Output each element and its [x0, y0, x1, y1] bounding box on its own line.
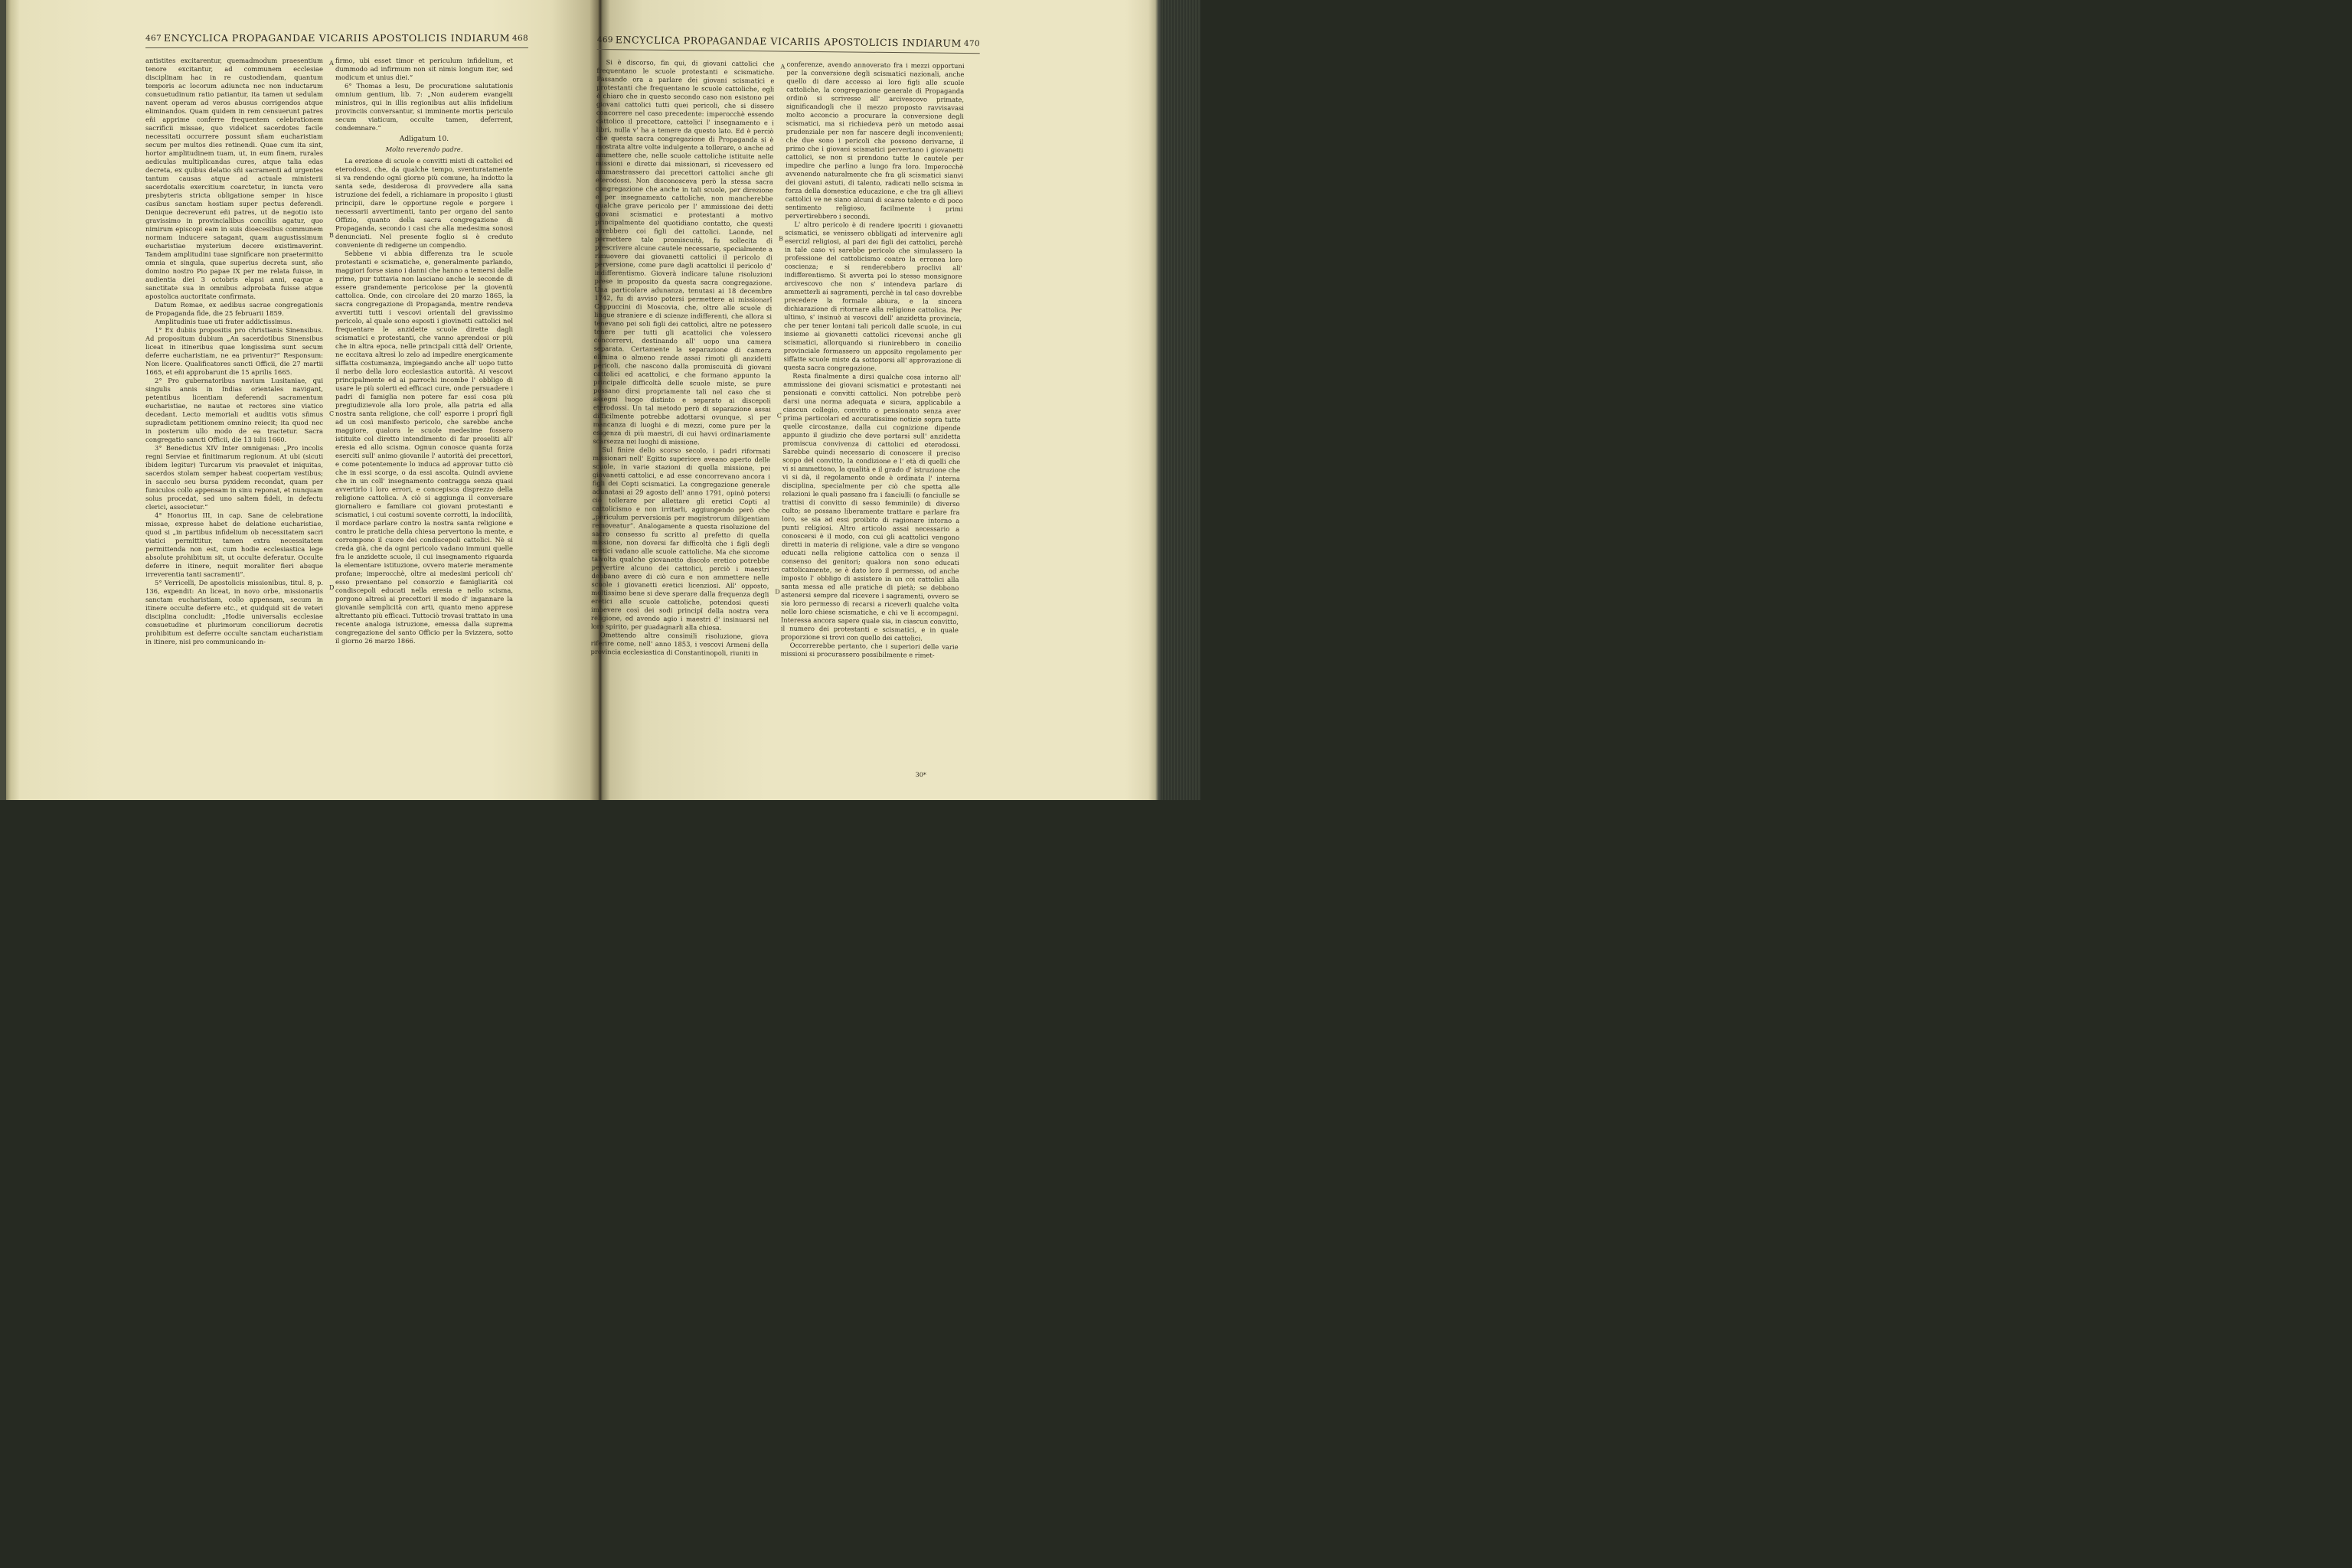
- paragraph: La erezione di scuole e convitti misti di cattolici ed eterodossi, che, da qualche tempo, sventuratamente si va rendendo ogni giorno più comune, ha indotto la santa sede, desiderosa di provvedere alla sana istruzione dei fedeli, a richiamare in proposito i giusti principii, dare le opportune regole e porgere i necessarii avvertimenti, tanto per organo del santo Offizio, quanto della sacra congregazione di Propaganda, secondo i casi che alla medesima sonosi denunciati. Nel presente foglio si è creduto conveniente di redigerne un compendio.: [335, 157, 513, 249]
- margin-mark: B: [779, 235, 784, 243]
- text-column-1: [145, 57, 323, 646]
- paragraph: L' altro pericolo è di rendere ipocriti i giovanetti scismatici, se venissero obbligati ad intervenire agli esercizî religiosi, al pari dei figli dei cattolici, perchè in tale caso vi sarebbe pericolo che simulassero la professione del cattolicismo contro la erronea loro coscienza; e si renderebbero proclivi all' indifferentismo. Si avverta poi lo stesso monsignore arcivescovo che non s' intendeva parlare di ammetterli ai sagramenti, perchè in tal caso dovrebbe precedere la formale abiura, e la sincera dichiarazione di ritornare alla religione cattolica. Per ultimo, s' insinuò ai vescovi dell' anzidetta provincia, che per tener lontani tali pericoli dalle scuole, in cui insieme ai giovanetti cattolici ricevonsi anche gli scismatici, allorquando si riunirebbero in concilio provinciale formassero un apposito regolamento per siffatte scuole miste da sottoporsi all' approvazione di questa sacra congregazione.: [783, 220, 963, 372]
- right-page: [590, 31, 980, 792]
- paragraph: 6° Thomas a Iesu, De procuratione salutationis omnium gentium, lib. 7: „Non auderem evangelii ministros, qui in illis regionibus aut aliis infidelium provinciis conversantur, si imminente mortis periculo secum viaticum, occulte tamen, deferrent, condemnare.“: [335, 82, 513, 132]
- paragraph: Resta finalmente a dirsi qualche cosa intorno all' ammissione dei giovani scismatici e protestanti nei pensionati e convitti cattolici. Non potrebbe però darsi una norma adequata e sicura, applicabile a ciascun collegio, convitto o pensionato senza aver prima particolari ed accuratissime notizie sopra tutte quelle circostanze, dalla cui cognizione dipende appunto il giudizio che deve portarsi sull' anzidetta promiscua convivenza di cattolici ed eterodossi. Sarebbe quindi necessario di conoscere il preciso scopo del convitto, la condizione e l' età di quelli che vi si ammettono, la qualità e il grado d' istruzione che vi si dà, il regolamento onde è ordinata l' interna disciplina, specialmente per ciò che spetta alle relazioni le quali passano fra i fanciulli (o fanciulle se trattisi di convitto di sesso femminile) di diverso culto; se possano liberamente trattare e parlare fra loro, se sia ad essi proibito di ragionare intorno a punti religiosi. Altro articolo assai necessario a conoscersi è il modo, con cui gli acattolici vengono diretti in materia di religione, vale a dire se vengono educati nella religione cattolica con o senza il consenso dei genitori; qualora non sono educati cattolicamente, se è dato loro il permesso, od anche imposto l' obbligo di assistere in un coi cattolici alla santa messa ed alle pratiche di pietà; se debbono astenersi sempre dal ricevere i sagramenti, ovvero se sia loro permesso di recarsi a riceverli qualche volta nelle loro chiese scismatiche, e chi ve li accompagni. Interessa ancora sapere quale sia, in ciascun convitto, il numero dei protestanti e scismatici, e in quale proporzione si trovi con quello dei cattolici.: [780, 371, 962, 642]
- paragraph: Sul finire dello scorso secolo, i padri riformati missionari nell' Egitto superiore aveano aperto delle scuole, in varie stazioni di quella missione, pei giovanetti cattolici, e ad esse concorrevano ancora i figli dei Copti scismatici. La congregazione generale adunatasi ai 29 agosto dell' anno 1791, opinò potersi ciò tollerare per allettare gli eretici Copti al cattolicismo e non irritarli, aggiungendo però che „periculum perversionis per magistrorum diligentiam removeatur“. Analogamente a questa risoluzione del sacro consesso fu scritto al prefetto di quella missione, non doversi far difficoltà che i figli degli eretici vadano alle scuole cattoliche. Ma che siccome talvolta qualche giovanetto discolo eretico potrebbe pervertire alcuno dei cattolici, perciò i maestri debbano avere di ciò cura e non ammettere nelle scuole i giovanetti eretici licenziosi. All' opposto, moltissimo bene si deve sperare dalla frequenza degli eretici alle scuole cattoliche, potendosi questi imbevere così dei sodi principî della nostra vera religione, ed avendo agio i maestri d' insinuarsi nel loro spirito, per guadagnarli alla chiesa.: [590, 446, 771, 632]
- margin-mark: B: [329, 232, 334, 239]
- margin-mark: A: [780, 63, 786, 70]
- section-heading: Adligatum 10.: [399, 136, 449, 143]
- book-edge-left: [0, 0, 6, 800]
- running-title: ENCYCLICA PROPAGANDAE VICARIIS APOSTOLICIS INDIARUM: [615, 34, 962, 49]
- paragraph: 5° Verricelli, De apostolicis missionibus, titul. 8, p. 136, expendit: An liceat, in novo orbe, missionariis sanctam eucharistiam, collo appensam, secum in itinere occulte deferre etc., et quidquid sit de veteri disciplina concludit: „Hodie universalis ecclesiae consuetudine et plurimorum conciliorum decretis prohibitum est deferre occulte sanctam eucharistiam in itinere, nisi pro communicando in-: [145, 579, 323, 645]
- paragraph: conferenze, avendo annoverato fra i mezzi opportuni per la conversione degli scismatici nazionali, anche quello di dare accesso ai loro figli alle scuole cattoliche, la congregazione generale di Propaganda ordinò si scrivesse all' arcivescovo primate, significandogli che il mezzo proposto ravvisavasi molto acconcio a procurare la conversione degli scismatici, ma si richiedeva però un metodo assai prudenziale per non far nascere degli inconvenienti; che due sono i pericoli che possono derivarne, il primo che i giovani scismatici pervertano i giovanetti cattolici, se non si prendono tutte le cautele per impedire che parlino a lungo fra loro. Imperocchè avvenendo naturalmente che fra gli scismatici sianvi dei giovani astuti, di talento, radicati nello scisma in forza della domestica educazione, e che tra gli allievi cattolici ve ne siano alcuni di scarso talento e di poco sentimento religioso, facilmente i primi pervertirebbero i secondi.: [785, 60, 965, 220]
- paragraph: Omettendo altre consimili risoluzione, giova riferire come, nell' anno 1853, i vescovi Armeni della provincia ecclesiastica di Constantinopoli, riuniti in: [590, 631, 769, 658]
- paragraph: 1° Ex dubiis propositis pro christianis Sinensibus. Ad propositum dubium „An sacerdotibus Sinensibus liceat in itineribus quae longissima sunt secum deferre eucharistiam, ne ea priventur?“ Responsum: Non licere. Qualificatores sancti Officii, die 27 martii 1665, et eñi approbarunt die 15 aprilis 1665.: [145, 326, 323, 376]
- page-number: 467: [145, 34, 162, 43]
- text-column-2: [780, 60, 964, 660]
- paragraph: antistites excitarentur, quemadmodum praesentium tenore excitantur, ad communem ecclesiae disciplinam hac in re custodiendam, quantum temporis ac locorum adiuncta nec non inductarum consuetudinum ratio patiantur, ita tamen ut sedulam navent operam ad veros abusus corrigendos atque eliminandos. Quam quidem in rem censuerunt patres eñi apprime conferre frequentem celebrationem sacrificii missae, quo videlicet sacerdotes facile necessitati occurrere possunt sñam eucharistiam secum per multos dies retinendi. Quae cum ita sint, hortor amplitudinem tuam, ut, in eum finem, rurales aediculas multiplicandas cures, atque talia edas decreta, ex quibus delatio sñi sacramenti ad urgentes tantum causas atque ad actuale ministerii sacerdotalis exercitium coarctetur, in iuncta vero presbyteris stricta obligatione semper in hisce casibus sanctam hostiam super pectus deferendi. Denique decreverunt eñi patres, ut de negotio isto gravissimo in provincialibus conciliis agatur, quo nimirum episcopi eam in suis dioecesibus communem normam inducere satagant, quam augustissimum eucharistiae mysterium decere existimaverint. Tandem amplitudini tuae significare non praetermitto omnia et singula, quae superius decreta sunt, sño domino nostro Pio papae IX per me relata fuisse, in audientia diei 3 octobris elapsi anni, eaque a sanctitate sua in omnibus adprobata fuisse atque apostolica auctoritate confirmata.: [145, 57, 323, 300]
- page-number: 468: [512, 34, 528, 43]
- paragraph: Si è discorso, fin qui, di giovani cattolici che frequentano le scuole protestanti e scismatiche. Passando ora a parlare dei giovani scismatici e protestanti che frequentano le scuole cattoliche, egli è chiaro che in questo secondo caso non esistono pei giovani cattolici tutti quei pericoli, che si dissero concorrere nel caso precedente: imperocchè essendo cattolico il precettore, cattolici l' insegnamento e i libri, nulla v' ha a temere da questo lato. Ed è perciò che questa sacra congregazione di Propaganda si è mostrata altre volte indulgente a tollerare, o anche ad ammettere che, nelle scuole cattoliche istituite nelle missioni e dirette dai missionari, si ricevessero ed ammaestrassero dai precettori cattolici anche gli eterodossi. Non disconosceva però la stessa sacra congregazione che anche in tali scuole, per direzione e per insegnamento cattoliche, non mancherebbe qualche grave pericolo per l' ammissione dei detti giovani scismatici e protestanti a motivo principalmente del quotidiano contatto, che questi avrebbero coi figli dei cattolici. Laonde, nel permettere tale promiscuità, fu sollecita di prescrivere alcune cautele necessarie, specialmente a rimuovere dai giovanetti cattolici il pericolo di perversione, come pure dagli acattolici il pericolo d' indifferentismo. Gioverà indicare talune risoluzioni prese in proposito da questa sacra congregazione. Una particolare adunanza, tenutasi ai 18 decembre 1742, fu di avviso potersi permettere ai missionarî Cappuccini di Moscovia, che, oltre alle scuole di lingue straniere e di scienze indifferenti, che allora si tenevano pei soli figli dei cattolici, altre ne potessero tenere per tutti gli acattolici che volessero concorrervi, destinando all' uopo una camera separata. Certamente la separazione di camera elimina o almeno rende assai rimoti gli anzidetti pericoli, che nascono dalla promiscuità di giovani cattolici ed acattolici, e che formano appunto la principale difficoltà delle scuole miste, se pure possano dirsi propriamente tali nel caso che si assegni luogo distinto e separato ai discepoli eterodossi. Un tal metodo però di separazione assai difficilmente potrebbe adottarsi ovunque, sì per mancanza di luoghi e di mezzi, come pure per la esigenza di più maestri, di cui havvi ordinariamente scarsezza nei luoghi di missione.: [593, 58, 775, 446]
- paragraph: 4° Honorius III, in cap. Sane de celebratione missae, expresse habet de delatione eucharistiae, quod si „in partibus infidelium ob necessitatem sacri viatici permittitur, tamen extra necessitatem permittenda non est, cum hodie ecclesiastica lege absolute prohibitum sit, ut occulte deferatur. Occulte deferre in itinere, nequit moraliter fieri absque irreverentia tanti sacramenti“.: [145, 511, 323, 578]
- book-edge-right: [1161, 0, 1200, 800]
- header-rule: [145, 47, 528, 48]
- running-title: ENCYCLICA PROPAGANDAE VICARIIS APOSTOLICIS INDIARUM: [163, 32, 511, 44]
- text-column-1: [590, 58, 774, 658]
- paragraph: Datum Romae, ex aedibus sacrae congregationis de Propaganda fide, die 25 februarii 1859.: [145, 301, 323, 317]
- signature-mark: 30*: [915, 771, 926, 779]
- running-header: [145, 34, 528, 49]
- margin-mark: D: [775, 588, 780, 596]
- margin-mark: C: [776, 412, 782, 420]
- paragraph: 2° Pro gubernatoribus navium Lusitaniae, qui singulis annis in Indias orientales navigant, petentibus licentiam deferendi sacramentum eucharistiae, ne nautae et rectores sine viatico decedant. Lecto memoriali et auditis votis sñmus supradictam petitionem omnino reiecit; ita quod nec in posterum ullo modo de ea tractetur. Sacra congregatio sancti Officii, die 13 iulii 1660.: [145, 377, 323, 443]
- paragraph: 3° Benedictus XIV Inter omnigenas: „Pro incolis regni Serviae et finitimarum regionum. At ubi (sicuti ibidem legitur) Turcarum vis praevalet et iniquitas, sacerdos stolam semper habeat coopertam vestibus; in sacculo seu bursa pyxidem recondat, quam per funiculos collo appensam in sinu reponat, et nunquam solus procedat, sed uno saltem fideli, in defectu clerici, associetur.“: [145, 444, 323, 511]
- paragraph: firmo, ubi esset timor et periculum infidelium, et dummodo ad infirmum non sit nimis longum iter, sed modicum et unius diei.“: [335, 57, 513, 81]
- margin-mark: A: [329, 60, 334, 67]
- paragraph: Amplitudinis tuae uti frater addictissimus.: [155, 318, 292, 325]
- text-column-2: [335, 57, 513, 645]
- book-spread: [0, 0, 1200, 800]
- margin-mark: C: [329, 410, 335, 417]
- page-number: 470: [963, 39, 980, 49]
- salutation: Molto reverendo padre.: [385, 145, 463, 153]
- left-page: [145, 29, 528, 787]
- page-number: 469: [596, 34, 613, 45]
- paragraph: Sebbene vi abbia differenza tra le scuole protestanti e scismatiche, e, generalmente parlando, maggiori forse siano i danni che hanno a temersi dalle prime, pur tuttavia non lasciano anche le seconde di essere grandemente pericolose per la gioventù cattolica. Onde, con circolare dei 20 marzo 1865, la sacra congregazione di Propaganda, mentre rendeva avvertiti tutti i vescovi orientali del gravissimo pericolo, al quale sono esposti i giovinetti cattolici nel frequentare le anzidette scuole dirette dagli scismatici e protestanti, che vanno aprendosi or più che in altra epoca, nelle principali città dell' Oriente, ne eccitava altresì lo zelo ad impedire energicamente siffatta costumanza, impiegando anche all' uopo tutto il nerbo della loro ecclesiastica autorità. Ai vescovi principalmente ed ai parrochi incombe l' obbligo di usare le più solerti ed efficaci cure, onde persuadere i padri di famiglia non potere far essi cosa più pregiudizievole alla loro prole, alla patria ed alla nostra santa religione, che coll' esporre i proprî figli ad un così manifesto pericolo, che sarebbe anche maggiore, qualora le scuole medesime fossero istituite col diretto intendimento di far proseliti all' eresia ed allo scisma. Ognun conosce quanta forza eserciti sull' animo giovanile l' autorità dei precettori, e come potentemente lo induca ad approvar tutto ciò che in essi scorge, o da essi ascolta. Quindi avviene che in un coll' insegnamento contragga senza quasi avvertirlo i loro errori, e concepisca disprezzo della religione cattolica. A ciò si aggiunga il conversare giornaliero e familiare coi giovani protestanti e scismatici, i cui costumi sovente corrotti, la indocilità, il mordace parlare contro la nostra santa religione e contro le pratiche della chiesa pervertono la mente, e corrompono il cuore dei condiscepoli cattolici. Nè si creda già, che da ogni pericolo vadano immuni quelle fra le anzidette scuole, il cui insegnamento riguarda la elementare istituzione, ovvero materie meramente profane; imperocchè, oltre ai medesimi pericoli ch' esso presentano pel consorzio e famigliarità coi condiscepoli educati nella eresia e nello scisma, porgono altresì ai precettori il modo d' ingannare la giovanile semplicità con arti, quanto meno apprese altrettanto più efficaci. Tuttociò trovasi trattato in una recente analoga istruzione, emessa dalla suprema congregazione del santo Officio per la Svizzera, sotto il giorno 26 marzo 1866.: [335, 250, 513, 645]
- margin-mark: D: [329, 584, 335, 591]
- paragraph: Occorrerebbe pertanto, che i superiori delle varie missioni si procurassero possibilmente e rimet-: [780, 641, 959, 659]
